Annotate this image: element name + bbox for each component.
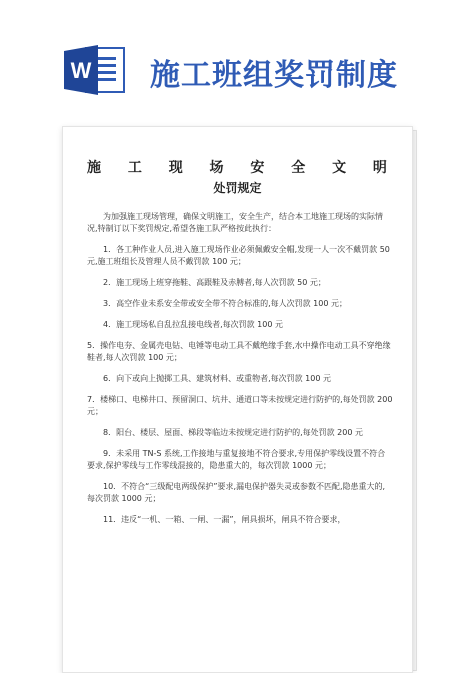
rule-paragraph: 2．施工现场上班穿拖鞋、高跟鞋及赤膊者,每人次罚款 50 元； [103,278,326,287]
rule-paragraph: 11．违反“一机、一箱、一闸、一漏”，闸具损坏，闸具不符合要求， [103,515,346,524]
heading-char: 工 [127,160,142,176]
heading-char: 施 [87,160,101,176]
rule-paragraph: 4．施工现场私自乱拉乱接电线者,每次罚款 100 元 [103,320,283,329]
rule-paragraph: 9．未采用 TN-S 系统,工作接地与重复接地不符合要求,专用保护零线设置不符合要求,保护零线与工作零线混接的，隐患重大的，每次罚款 1000 元； [87,449,386,470]
document-preview [62,126,415,669]
rule-paragraph: 8．阳台、楼层、屋面、梯段等临边未按规定进行防护的,每处罚款 200 元 [103,428,363,437]
document-header [0,0,474,120]
svg-text:W: W [70,58,92,83]
document-title: 施工班组奖罚制度 [150,58,398,93]
heading-char: 安 [250,160,265,176]
rule-paragraph: 7．楼梯口、电梯井口、预留洞口、坑井、通道口等未按规定进行防护的,每处罚款 200 元； [87,395,393,416]
intro-paragraph: 为加强施工现场管理，确保文明施工，安全生产，结合本工地施工现场的实际情况,特制订以下奖罚规定,希望各施工队严格按此执行： [87,212,383,233]
rule-paragraph: 10．不符合“三级配电两级保护”要求,漏电保护器失灵或参数不匹配,隐患重大的,每次罚款 1000 元； [87,482,386,503]
document-page [62,126,413,673]
rule-paragraph: 3．高空作业未系安全带或安全带不符合标准的,每人次罚款 100 元； [103,299,347,308]
heading-char: 文 [332,160,347,176]
page-subheading: 处罚规定 [213,181,262,195]
page-heading [87,157,387,177]
rule-paragraph: 1．各工种作业人员,进入施工现场作业必须佩戴安全帽,发现一人一次不戴罚款 50 元,施工班组长及管理人员不戴罚款 100 元； [87,245,390,266]
heading-char: 现 [168,160,183,176]
heading-char: 明 [372,160,387,176]
page-body [87,211,393,535]
heading-char: 场 [209,160,224,176]
rule-paragraph: 6．向下或向上抛掷工具、建筑材料、或重物者,每次罚款 100 元 [103,374,331,383]
heading-char: 全 [291,160,306,176]
word-document-icon [64,45,126,95]
rule-paragraph: 5．操作电夯、金属壳电钻、电锤等电动工具不戴绝缘手套,水中操作电动工具不穿绝缘鞋者,每人次罚款 100 元； [87,341,391,362]
